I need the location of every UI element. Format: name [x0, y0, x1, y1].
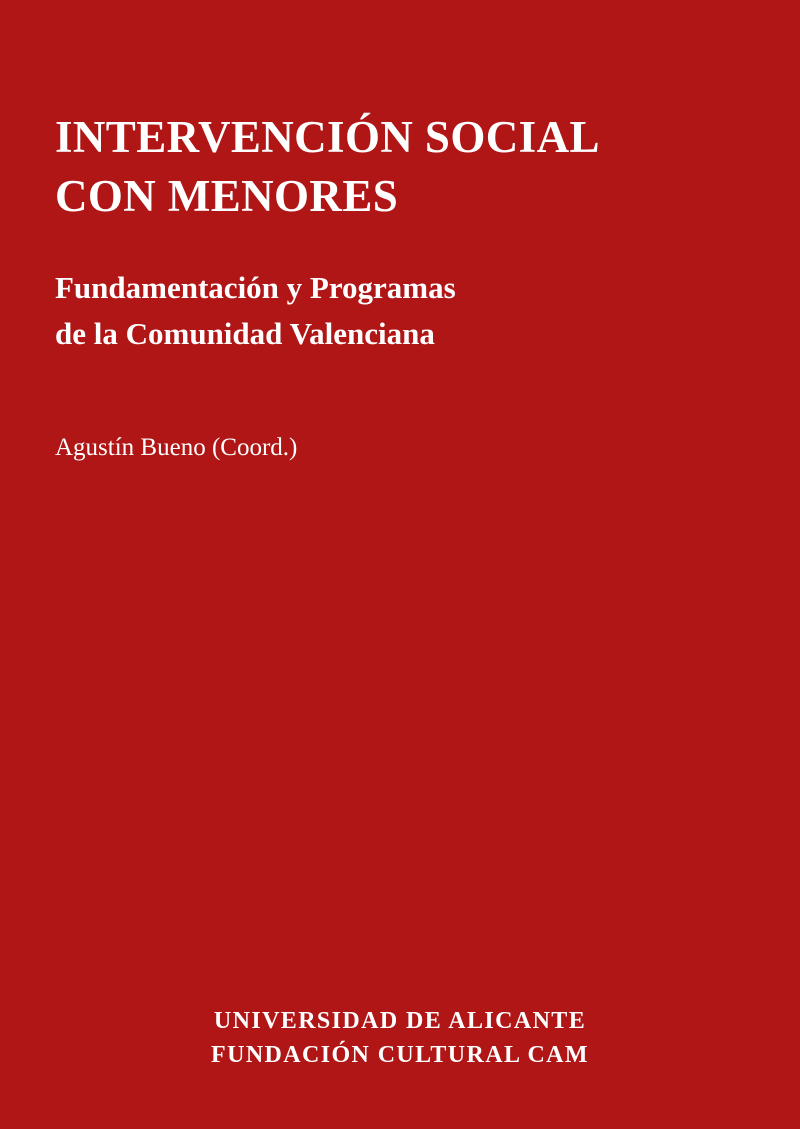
title-block	[55, 108, 715, 358]
subtitle-line-1: Fundamentación y Programas	[55, 269, 456, 305]
page-subtitle	[55, 227, 715, 358]
title-line-1: INTERVENCIÓN SOCIAL	[55, 112, 600, 162]
publisher-block	[0, 1004, 800, 1072]
publisher-line-1: UNIVERSIDAD DE ALICANTE	[213, 1007, 587, 1034]
publisher-line-2: FUNDACIÓN CULTURAL CAM	[211, 1041, 589, 1068]
title-line-2: CON MENORES	[55, 171, 399, 222]
subtitle-line-2: de la Comunidad Valenciana	[55, 316, 435, 352]
page-title	[55, 108, 715, 227]
author-name: Agustín Bueno (Coord.)	[55, 434, 298, 461]
